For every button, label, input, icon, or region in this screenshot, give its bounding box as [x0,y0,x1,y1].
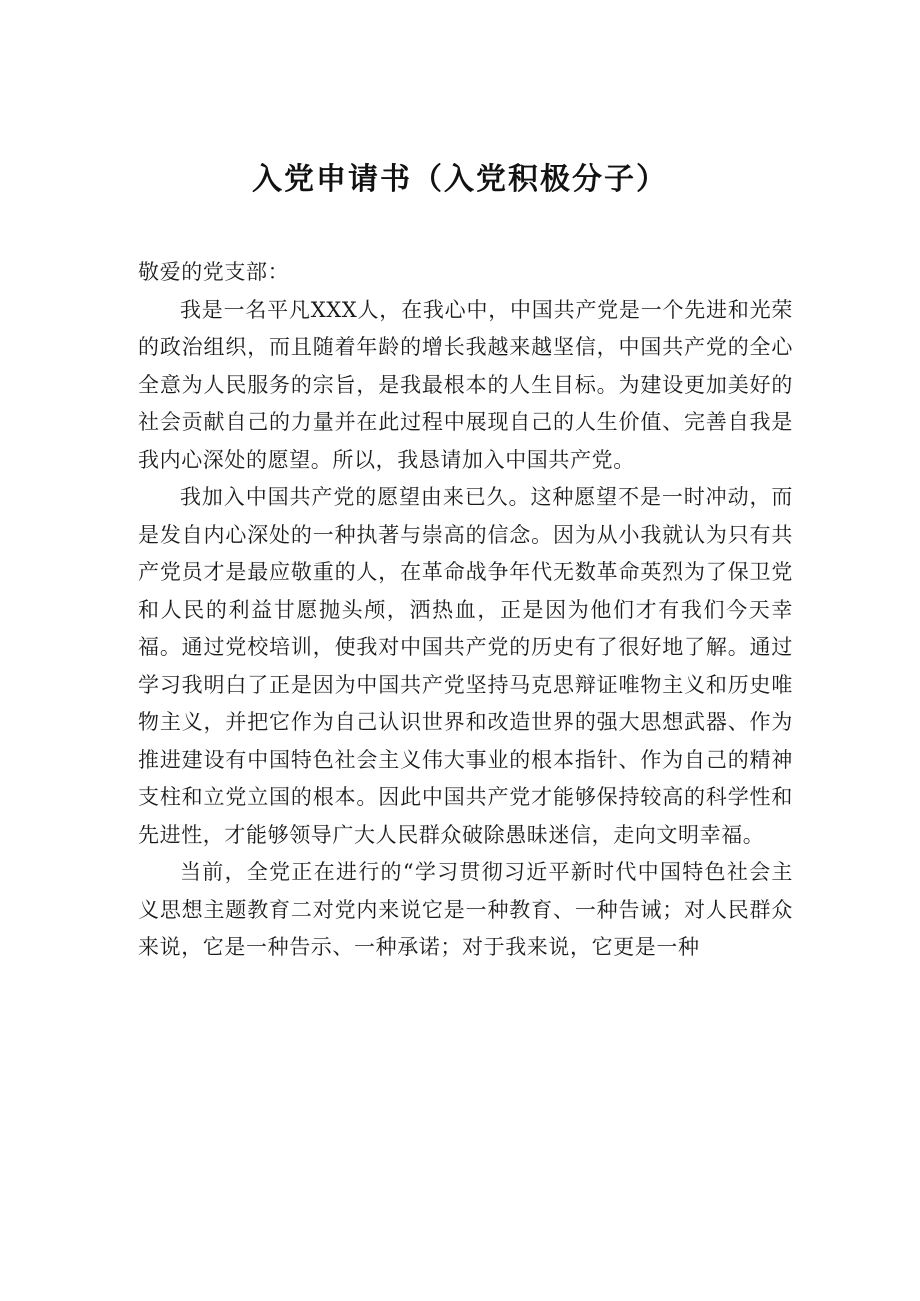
paragraph-2: 我加入中国共产党的愿望由来已久。这种愿望不是一时冲动，而是发自内心深处的一种执著与崇高的信念。因为从小我就认为只有共产党员才是最应敬重的人，在革命战争年代无数革命英烈为了保卫党和人民的利益甘愿抛头颅，洒热血，正是因为他们才有我们今天幸福。通过党校培训，使我对中国共产党的历史有了很好地了解。通过学习我明白了正是因为中国共产党坚持马克思辩证唯物主义和历史唯物主义，并把它作为自己认识世界和改造世界的强大思想武器、作为推进建设有中国特色社会主义伟大事业的根本指针、作为自己的精神支柱和立党立国的根本。因此中国共产党才能够保持较高的科学性和先进性，才能够领导广大人民群众破除愚昧迷信，走向文明幸福。 [138,485,793,847]
paragraph-3: 当前，全党正在进行的“学习贯彻习近平新时代中国特色社会主义思想主题教育二对党内来说它是一种教育、一种告诫；对人民群众来说，它是一种告示、一种承诺；对于我来说，它更是一种 [138,860,793,959]
document-body [138,254,793,967]
document-title: 入党申请书（入党积极分子） [252,162,668,197]
paragraph-1: 我是一名平凡XXX人，在我心中，中国共产党是一个先进和光荣的政治组织，而且随着年龄的增长我越来越坚信，中国共产党的全心全意为人民服务的宗旨，是我最根本的人生目标。为建设更加美好的社会贡献自己的力量并在此过程中展现自己的人生价值、完善自我是我内心深处的愿望。所以，我恳请加入中国共产党。 [138,297,793,472]
salutation: 敬爱的党支部： [138,260,290,284]
